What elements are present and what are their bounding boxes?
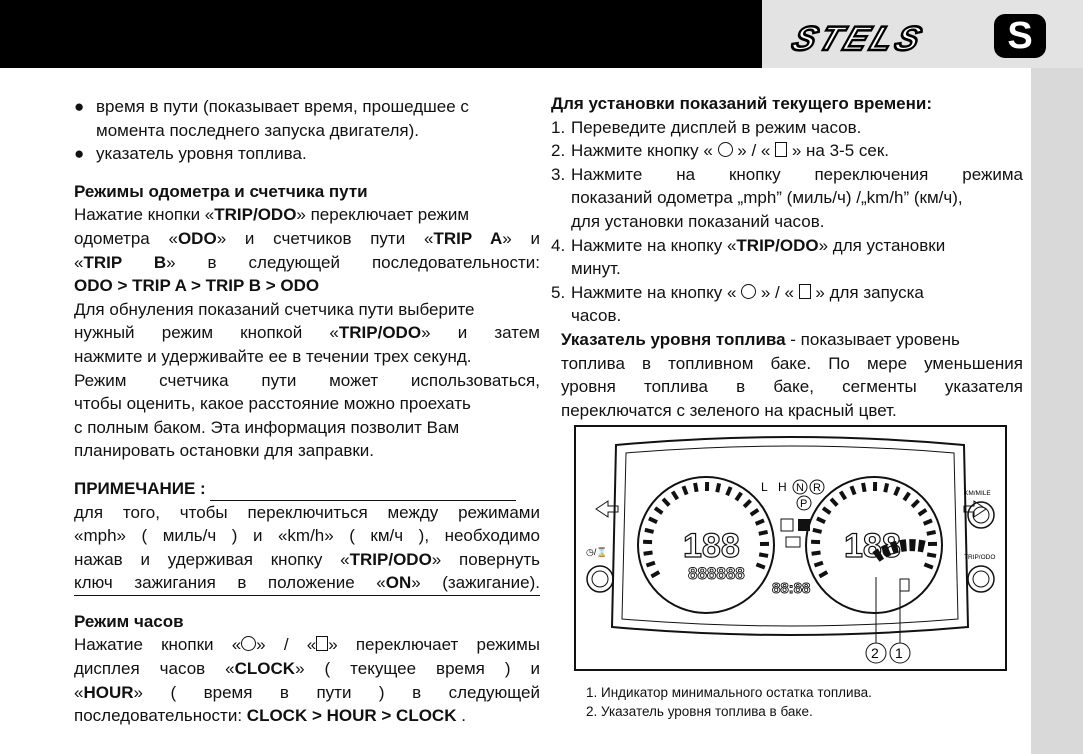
clock-icon	[241, 636, 256, 651]
dial-segment	[927, 554, 936, 556]
fuel-paragraph	[551, 328, 1023, 422]
dial-segment	[863, 483, 865, 492]
warning-icon	[781, 519, 793, 531]
hourglass-icon	[799, 284, 811, 299]
dial-segment	[927, 532, 936, 534]
indicator-h: H	[778, 480, 787, 494]
dial-segment	[851, 486, 854, 494]
dial-segment	[919, 510, 926, 515]
paragraph-line: последовательности: CLOCK > HOUR > CLOCK .	[74, 706, 466, 726]
dial-segment	[736, 493, 741, 500]
warning-icon-filled	[798, 519, 810, 531]
paragraph-line: нажмите и удерживайте ее в течении трех секунд.	[74, 346, 472, 366]
trip-odo-button-inner	[973, 571, 989, 587]
dial-segment	[841, 492, 846, 500]
paragraph-line: «mph» ( миль/ч ) и «km/h» ( км/ч ), необходимо	[74, 526, 540, 546]
clock-mode-button[interactable]	[587, 566, 613, 592]
hourglass-icon	[316, 636, 328, 651]
bullet-text: время в пути (показывает время, прошедшее с момента последнего запуска двигателя).	[96, 97, 469, 140]
clock-mode-button-inner	[592, 571, 608, 587]
paragraph-line: нажав и удерживая кнопку «TRIP/ODO» повернуть	[74, 549, 540, 569]
dashboard-inner-frame	[622, 446, 958, 626]
header-bar	[0, 0, 762, 68]
list-item: 4. Нажмите на кнопку «TRIP/ODO» для установки минут.	[551, 235, 946, 279]
dashboard-diagram	[576, 427, 1005, 669]
dial-segment	[756, 564, 764, 567]
dial-segment	[904, 493, 909, 500]
paragraph-line: одометра «ODO» и счетчиков пути «TRIP A» и	[74, 228, 540, 248]
paragraph-line: Для обнуления показаний счетчика пути выберите	[74, 299, 475, 319]
paragraph-line: планировать остановки для заправки.	[74, 441, 375, 461]
rpm-digits: 188	[844, 527, 901, 565]
speed-digits: 188	[683, 527, 740, 565]
clock-icon	[718, 142, 733, 157]
dial-segment	[663, 499, 669, 506]
dial-segment	[885, 483, 887, 492]
dial-segment	[895, 487, 899, 495]
paragraph-line: Нажатие кнопки «TRIP/ODO» переключает режим	[74, 205, 470, 225]
left-column	[74, 95, 540, 728]
list-item: 5. Нажмите на кнопку « » / « » для запуска часов.	[551, 282, 924, 326]
dial-segment	[673, 492, 678, 500]
dial-segment	[751, 510, 758, 515]
dashboard-figure	[574, 425, 1007, 671]
dial-segment	[831, 499, 837, 506]
trip-odo-button[interactable]	[968, 566, 994, 592]
paragraph-line: дисплея часов «CLOCK» ( текущее время ) и	[74, 659, 541, 679]
hourglass-icon	[775, 142, 787, 157]
clock-hour-icon-label: ◷/⌛	[586, 547, 608, 557]
dial-segment	[819, 572, 827, 577]
km-mile-label: KM/MILE	[964, 490, 991, 497]
dial-segment	[651, 572, 659, 577]
list-item: 3. Нажмите на кнопку переключения режима показаний одометра „mph” (миль/ч) /„km/h” (км/ч), для установки показаний часов.	[551, 164, 1023, 231]
dial-segment	[759, 532, 768, 534]
paragraph-line: переключатся с зеленого на красный цвет.	[561, 400, 897, 420]
callout-number-1: 1	[895, 645, 903, 661]
paragraph-line: топлива в топливном баке. По мере уменьшения	[561, 353, 1023, 373]
dial-segment	[912, 500, 918, 506]
paragraph-line: «TRIP B» в следующей последовательности:	[74, 252, 541, 272]
section-heading-clock: Режим часов	[74, 611, 184, 631]
battery-icon	[786, 537, 800, 547]
list-item: ● указатель уровня топлива.	[74, 142, 540, 166]
bullet-text: указатель уровня топлива.	[96, 144, 307, 164]
dial-segment	[644, 553, 653, 554]
list-item: 2. Нажмите кнопку « » / « » на 3-5 сек.	[551, 141, 889, 161]
dial-segment	[646, 563, 655, 566]
dial-segment	[649, 518, 657, 522]
paragraph-line: «HOUR» ( время в пути ) в следующей	[74, 682, 540, 702]
paragraph-line: чтобы оценить, какое расстояние можно проехать	[74, 394, 471, 414]
dial-segment	[727, 487, 731, 495]
section-heading-time: Для установки показаний текущего времени:	[551, 94, 932, 113]
dial-segment	[924, 520, 932, 524]
dial-segment	[717, 483, 719, 492]
paragraph-line: с полным баком. Эта информация позволит Вам	[74, 417, 460, 437]
stels-logo	[762, 0, 1083, 68]
dial-segment	[817, 518, 825, 522]
brand-area	[762, 0, 1083, 68]
dashboard-housing	[612, 437, 968, 635]
trip-odo-label: TRIP/ODO	[964, 554, 996, 561]
indicator-n: N	[796, 482, 804, 494]
caption-line-1: 1. Индикатор минимального остатка топлива.	[586, 685, 872, 700]
dial-segment	[823, 508, 830, 513]
dial-segment	[683, 486, 686, 494]
odometer-sequence: ODO > TRIP A > TRIP B > ODO	[74, 276, 320, 296]
note-heading: ПРИМЕЧАНИЕ :	[74, 477, 540, 501]
dial-segment	[756, 520, 764, 524]
list-item: ● время в пути (показывает время, прошедшее с момента последнего запуска двигателя).	[74, 95, 540, 142]
dial-segment	[924, 564, 932, 567]
paragraph-line: ключ зажигания в положение «ON» (зажигание).	[74, 571, 540, 596]
dial-segment	[759, 554, 768, 556]
paragraph-line: Указатель уровня топлива - показывает уровень	[561, 329, 960, 349]
indicator-r: R	[813, 482, 821, 494]
paragraph-line: уровня топлива в баке, сегменты указателя	[561, 377, 1023, 397]
dial-segment	[814, 563, 823, 566]
dial-segment	[813, 530, 822, 532]
caption-line-2: 2. Указатель уровня топлива в баке.	[586, 704, 813, 719]
clock-icon	[741, 284, 756, 299]
indicator-p: P	[800, 498, 808, 510]
logo-wordmark: STELS	[786, 19, 931, 58]
dial-segment	[645, 530, 654, 532]
paragraph-line: нужный режим кнопкой «TRIP/ODO» и затем	[74, 323, 540, 343]
dial-segment	[812, 553, 821, 554]
paragraph-line: для того, чтобы переключиться между режимами	[74, 502, 540, 522]
logo-letter: S	[1007, 15, 1033, 57]
dial-segment	[744, 500, 750, 506]
indicator-l: L	[761, 480, 768, 494]
callout-number-2: 2	[871, 645, 879, 661]
paragraph-line: Нажатие кнопки « » / « » переключает режимы	[74, 635, 540, 655]
trip-digits: 88:88	[772, 580, 811, 597]
section-heading-odometer: Режимы одометра и счетчика пути	[74, 181, 368, 201]
odometer-digits: 888888	[688, 564, 745, 583]
fuel-pump-icon	[900, 579, 909, 591]
list-item: 1. Переведите дисплей в режим часов.	[551, 117, 862, 137]
dial-segment	[695, 483, 697, 492]
figure-caption	[586, 683, 872, 721]
km-mile-button-inner	[973, 507, 989, 523]
paragraph-line: Режим счетчика пути может использоваться,	[74, 370, 540, 390]
dial-segment	[655, 508, 662, 513]
page-edge-bar	[1031, 68, 1083, 754]
right-column	[551, 92, 1023, 422]
